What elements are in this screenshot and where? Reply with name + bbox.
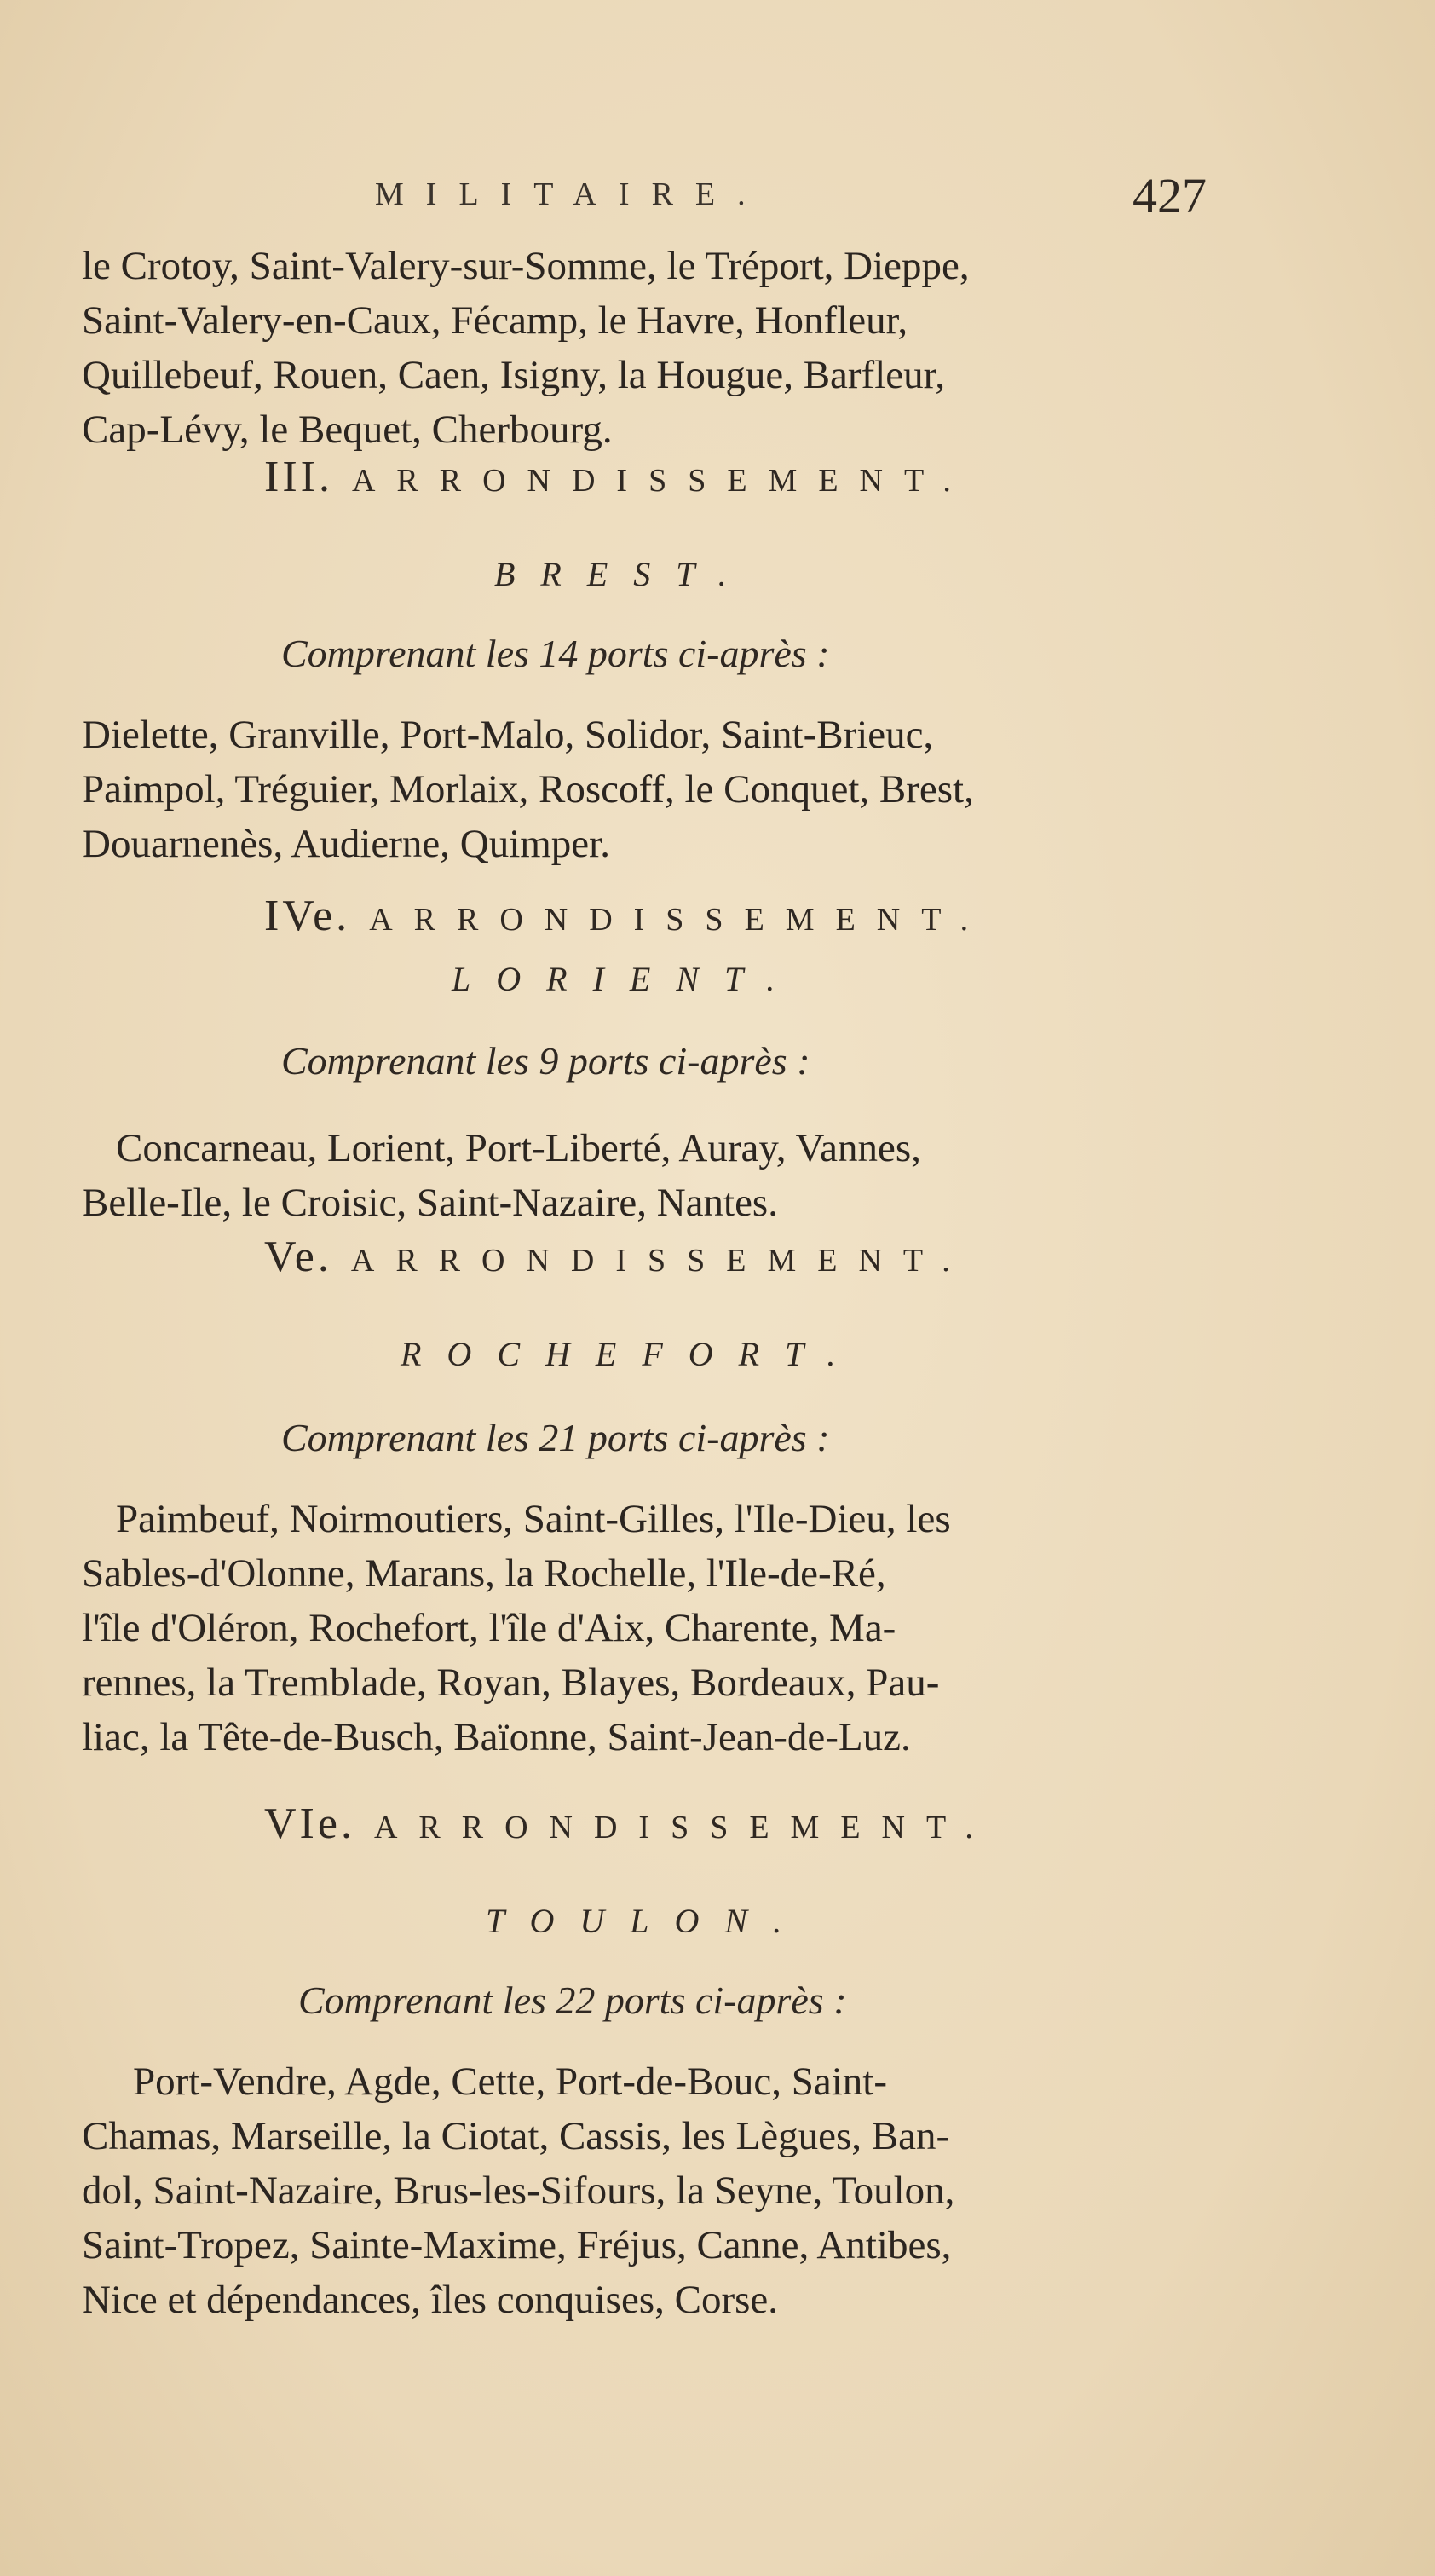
text-line: Chamas, Marseille, la Ciotat, Cassis, les Lègues, Ban- <box>82 2114 950 2158</box>
section-title: ARRONDISSEMENT. <box>369 902 990 938</box>
page-number: 427 <box>1132 168 1207 223</box>
section-title: ARRONDISSEMENT. <box>350 1243 971 1279</box>
text-line: dol, Saint-Nazaire, Brus-les-Sifours, la Seyne, Toulon, <box>82 2169 955 2213</box>
port-name-rochefort: ROCHEFORT. <box>401 1335 862 1373</box>
section-numeral: III. <box>264 453 333 501</box>
port-list-rochefort <box>82 1492 1232 1765</box>
text-line: le Crotoy, Saint-Valery-sur-Somme, le Tréport, Dieppe, <box>82 244 970 288</box>
text-line: Concarneau, Lorient, Port-Liberté, Auray, Vannes, <box>116 1126 921 1170</box>
text-line: Quillebeuf, Rouen, Caen, Isigny, la Hougue, Barfleur, <box>82 353 946 397</box>
text-line: l'île d'Oléron, Rochefort, l'île d'Aix, Charente, Ma- <box>82 1606 896 1650</box>
text-line: Sables-d'Olonne, Marans, la Rochelle, l'Ile-de-Ré, <box>82 1551 886 1596</box>
port-list-toulon <box>82 2054 1232 2327</box>
running-title: MILITAIRE. <box>375 176 768 212</box>
text-line: Belle-Ile, le Croisic, Saint-Nazaire, Nantes. <box>82 1181 778 1225</box>
text-line: rennes, la Tremblade, Royan, Blayes, Bordeaux, Pau- <box>82 1661 940 1705</box>
text-line: Cap-Lévy, le Bequet, Cherbourg. <box>82 407 613 452</box>
text-line: Paimbeuf, Noirmoutiers, Saint-Gilles, l'Ile-Dieu, les <box>116 1497 951 1541</box>
text-line: Saint-Tropez, Sainte-Maxime, Fréjus, Canne, Antibes, <box>82 2223 952 2267</box>
text-line: Dielette, Granville, Port-Malo, Solidor, Saint-Brieuc, <box>82 713 934 757</box>
section-heading-iii <box>264 452 1287 502</box>
section-heading-iv <box>264 891 1287 941</box>
port-name-brest: BREST. <box>494 555 752 593</box>
section-heading-v <box>264 1232 1287 1282</box>
text-line: Port-Vendre, Agde, Cette, Port-de-Bouc, Saint- <box>133 2059 887 2104</box>
section-title: ARRONDISSEMENT. <box>351 463 972 499</box>
port-name-toulon: TOULON. <box>486 1902 808 1940</box>
text-line: Douarnenès, Audierne, Quimper. <box>82 822 610 866</box>
section-heading-vi <box>264 1799 1287 1849</box>
text-line: liac, la Tête-de-Busch, Baïonne, Saint-Jean-de-Luz. <box>82 1715 911 1759</box>
section-numeral: Ve. <box>264 1233 332 1281</box>
text-line: Saint-Valery-en-Caux, Fécamp, le Havre, Honfleur, <box>82 298 908 343</box>
section-intro: Comprenant les 22 ports ci-après : <box>298 1978 847 2022</box>
port-name-lorient: LORIENT. <box>452 960 801 998</box>
text-line: Nice et dépendances, îles conquises, Corse. <box>82 2278 779 2322</box>
section-intro: Comprenant les 14 ports ci-après : <box>281 632 830 675</box>
section-title: ARRONDISSEMENT. <box>373 1810 994 1845</box>
section-intro: Comprenant les 21 ports ci-après : <box>281 1416 830 1459</box>
text-line: Paimpol, Tréguier, Morlaix, Roscoff, le Conquet, Brest, <box>82 767 974 811</box>
running-head <box>375 167 1227 235</box>
port-list-brest <box>82 708 1232 871</box>
port-list-lorient <box>82 1121 1232 1230</box>
section-numeral: VIe. <box>264 1799 355 1848</box>
section-intro: Comprenant les 9 ports ci-après : <box>281 1039 810 1083</box>
opening-paragraph <box>82 239 1232 457</box>
section-numeral: IVe. <box>264 892 351 940</box>
